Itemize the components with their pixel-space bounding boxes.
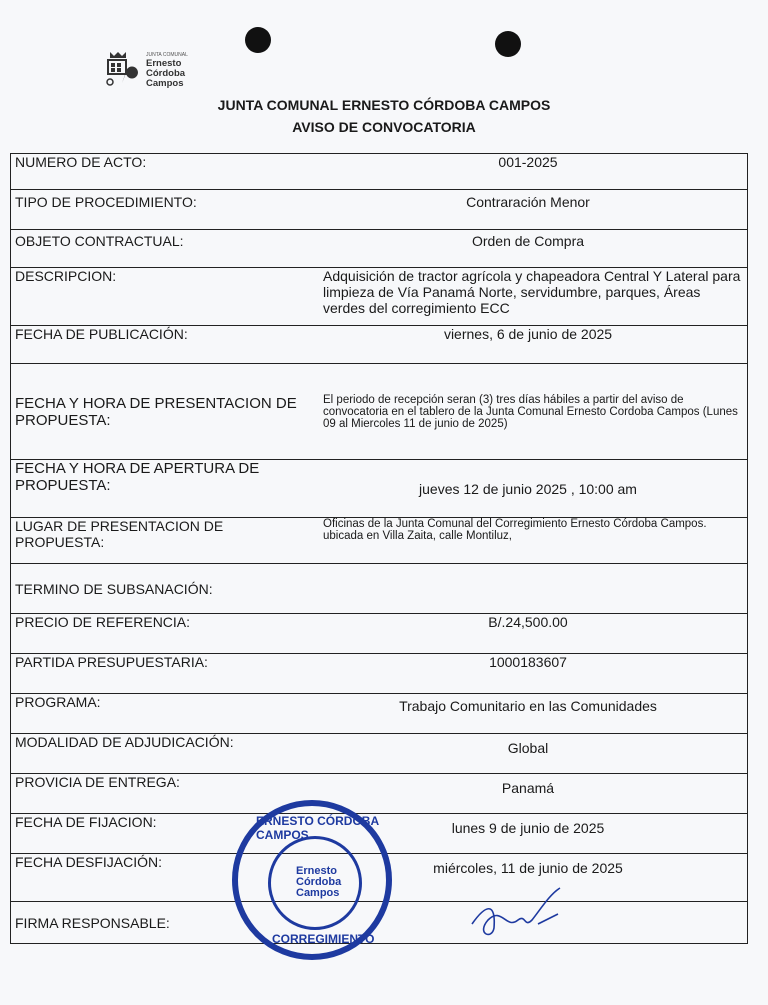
row-value: B/.24,500.00 bbox=[309, 614, 748, 654]
punch-hole-left bbox=[245, 27, 271, 53]
punch-hole-right bbox=[495, 31, 521, 57]
row-fecha-publicacion bbox=[11, 326, 748, 364]
row-label: FECHA DE PUBLICACIÓN: bbox=[11, 326, 310, 364]
row-value: 1000183607 bbox=[309, 654, 748, 694]
row-label: FECHA Y HORA DE PRESENTACION DE PROPUESTA: bbox=[11, 364, 310, 460]
logo-line-1: Ernesto bbox=[146, 57, 182, 69]
row-termino-subsanacion bbox=[11, 564, 748, 614]
row-value: Global bbox=[309, 734, 748, 774]
row-fecha-apertura bbox=[11, 460, 748, 518]
row-value: Panamá bbox=[309, 774, 748, 814]
row-label: PRECIO DE REFERENCIA: bbox=[11, 614, 310, 654]
stamp-bottom-text: CORREGIMIENTO bbox=[272, 932, 375, 946]
row-label: TIPO DE PROCEDIMIENTO: bbox=[11, 190, 310, 230]
logo-small-text: JUNTA COMUNAL bbox=[146, 51, 188, 58]
row-label: DESCRIPCION: bbox=[11, 268, 310, 326]
stamp-center-text: Ernesto Córdoba Campos bbox=[296, 865, 342, 899]
row-value: Contraración Menor bbox=[309, 190, 748, 230]
row-precio-referencia bbox=[11, 614, 748, 654]
junta-logo bbox=[100, 48, 188, 92]
stamp-top-text: ERNESTO CÓRDOBA CAMPOS bbox=[256, 814, 379, 842]
row-programa bbox=[11, 694, 748, 734]
row-label: MODALIDAD DE ADJUDICACIÓN: bbox=[11, 734, 310, 774]
row-value: miércoles, 11 de junio de 2025 bbox=[309, 854, 748, 902]
signature bbox=[466, 884, 566, 949]
row-value: 001-2025 bbox=[309, 154, 748, 190]
row-label: LUGAR DE PRESENTACION DE PROPUESTA: bbox=[11, 518, 310, 564]
row-value bbox=[309, 564, 748, 614]
row-label: PROGRAMA: bbox=[11, 694, 310, 734]
document-subtitle: AVISO DE CONVOCATORIA bbox=[292, 119, 476, 135]
row-label: TERMINO DE SUBSANACIÓN: bbox=[11, 564, 310, 614]
row-value: Adquisición de tractor agrícola y chapeadora Central Y Lateral para limpieza de Vía Panamá Norte, servidumbre, parques, Áreas verdes del corregimiento ECC bbox=[309, 268, 748, 326]
row-value: Orden de Compra bbox=[309, 230, 748, 268]
row-value: lunes 9 de junio de 2025 bbox=[309, 814, 748, 854]
row-fecha-presentacion bbox=[11, 364, 748, 460]
logo-icon bbox=[100, 48, 142, 92]
row-value: Trabajo Comunitario en las Comunidades bbox=[309, 694, 748, 734]
row-label: FIRMA RESPONSABLE: bbox=[11, 902, 310, 944]
row-value: jueves 12 de junio 2025 , 10:00 am bbox=[309, 460, 748, 518]
row-value: viernes, 6 de junio de 2025 bbox=[309, 326, 748, 364]
row-lugar-presentacion bbox=[11, 518, 748, 564]
row-descripcion bbox=[11, 268, 748, 326]
logo-line-3: Campos bbox=[146, 77, 184, 89]
row-modalidad-adjudicacion bbox=[11, 734, 748, 774]
document-title: JUNTA COMUNAL ERNESTO CÓRDOBA CAMPOS bbox=[217, 97, 551, 113]
official-stamp bbox=[232, 800, 392, 960]
row-label: PROVICIA DE ENTREGA: bbox=[11, 774, 310, 814]
row-label: FECHA Y HORA DE APERTURA DE PROPUESTA: bbox=[11, 460, 310, 518]
row-objeto-contractual bbox=[11, 230, 748, 268]
row-tipo-procedimiento bbox=[11, 190, 748, 230]
row-value: El periodo de recepción seran (3) tres días hábiles a partir del aviso de convocatoria en el tablero de la Junta Comunal Ernesto Cordoba Campos (Lunes 09 al Miercoles 11 de junio de 2025) bbox=[309, 364, 748, 460]
row-label: FECHA DESFIJACIÓN: bbox=[11, 854, 310, 902]
row-value: Oficinas de la Junta Comunal del Corregimiento Ernesto Córdoba Campos. ubicada en Villa Zaita, calle Montiluz, bbox=[309, 518, 748, 564]
row-label: NUMERO DE ACTO: bbox=[11, 154, 310, 190]
row-label: OBJETO CONTRACTUAL: bbox=[11, 230, 310, 268]
row-numero-acto bbox=[11, 154, 748, 190]
row-partida-presupuestaria bbox=[11, 654, 748, 694]
row-provicia-entrega bbox=[11, 774, 748, 814]
row-label: FECHA DE FIJACION: bbox=[11, 814, 310, 854]
logo-line-2: Córdoba bbox=[146, 67, 186, 79]
row-label: PARTIDA PRESUPUESTARIA: bbox=[11, 654, 310, 694]
